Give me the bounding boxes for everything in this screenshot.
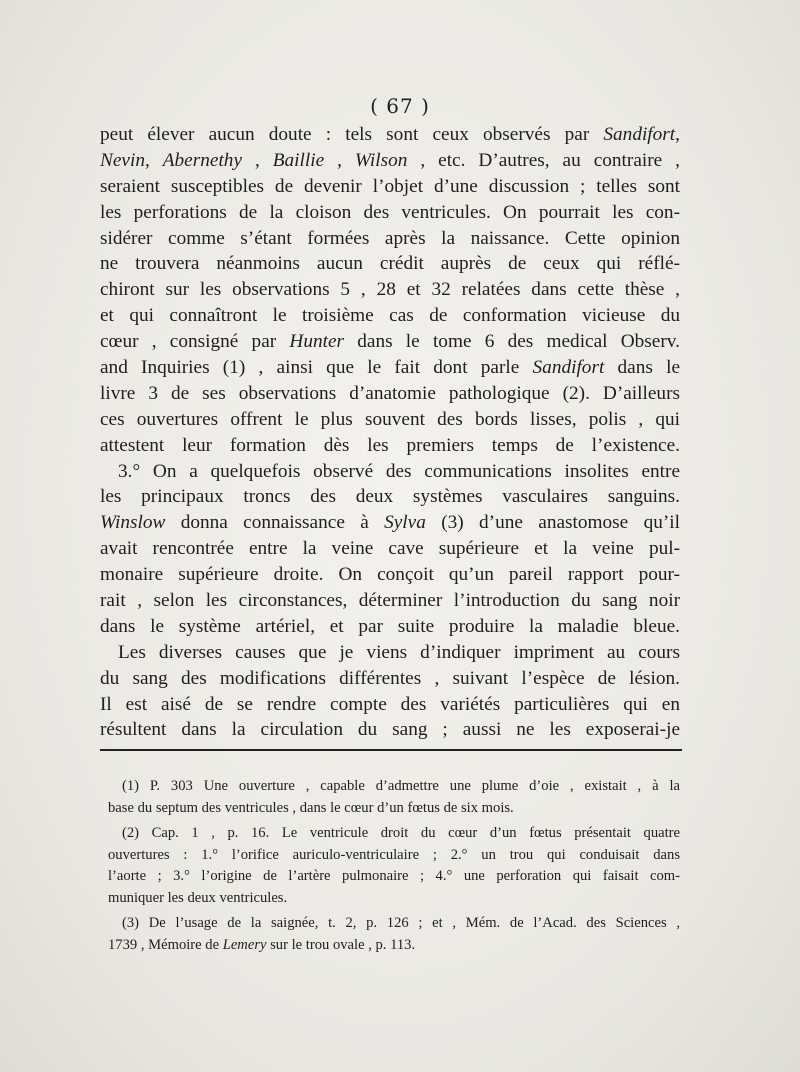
footnote-line <box>108 845 680 867</box>
footnote-line <box>108 888 680 910</box>
text-line <box>100 562 680 588</box>
footnote-line <box>108 798 680 820</box>
text-run: cœur , consigné par <box>100 331 290 353</box>
text-line <box>100 174 680 200</box>
text-run: sidérer comme s’étant formées après la naissance. Cette opinion <box>100 227 680 249</box>
text-line <box>100 510 680 536</box>
text-line <box>100 459 680 485</box>
text-line <box>100 536 680 562</box>
text-line <box>100 666 680 692</box>
footnote-line <box>108 935 680 957</box>
text-run: 3.° On a quelquefois observé des communications insolites entre <box>118 460 680 482</box>
main-text-body <box>100 122 680 743</box>
text-run: ouvertures : 1.° l’orifice auriculo-ventriculaire ; 2.° un trou qui conduisait dans <box>108 846 680 863</box>
text-line <box>100 381 680 407</box>
text-line <box>100 303 680 329</box>
text-run: (2) Cap. 1 , p. 16. Le ventricule droit du cœur d’un fœtus présentait quatre <box>122 825 680 841</box>
text-run: base du septum des ventricules , dans le cœur d’un fœtus de six mois. <box>108 799 514 816</box>
text-run: donna connaissance à <box>165 512 385 534</box>
text-line <box>100 226 680 252</box>
footnote-line <box>108 866 680 888</box>
text-line <box>100 355 680 381</box>
text-run: ne trouvera néanmoins aucun crédit auprès de ceux qui réflé- <box>100 253 680 275</box>
italic-name: Lemery <box>222 936 267 953</box>
text-run: ces ouvertures offrent le plus souvent des bords lisses, polis , qui <box>100 408 680 430</box>
text-run: Les diverses causes que je viens d’indiquer impriment au cours <box>118 641 680 663</box>
italic-name: Sandifort <box>603 124 676 145</box>
footnotes-block <box>108 776 680 956</box>
text-run: peut élever aucun doute : tels sont ceux observés par <box>100 124 604 145</box>
text-run: , <box>324 149 355 171</box>
text-run: (3) d’une anastomose qu’il <box>425 512 680 534</box>
text-run: les principaux troncs des deux systèmes vasculaires sanguins. <box>100 486 680 508</box>
text-run: (3) De l’usage de la saignée, t. 2, p. 126 ; et , Mém. de l’Acad. des Sciences , <box>122 915 680 931</box>
footnote <box>108 913 680 956</box>
text-run: dans le <box>604 357 681 379</box>
text-line <box>100 148 680 174</box>
text-line <box>100 717 680 743</box>
italic-name: Baillie <box>272 149 325 171</box>
italic-name: Winslow <box>100 512 166 534</box>
text-run: , <box>242 149 273 171</box>
text-line <box>100 277 680 303</box>
footnote-separator-rule <box>100 749 682 751</box>
text-run: , <box>144 149 163 171</box>
text-run: 1739 , Mémoire de <box>108 936 223 953</box>
text-run: , <box>675 124 680 145</box>
italic-name: Nevin <box>100 149 145 171</box>
text-run: monaire supérieure droite. On conçoit qu’un pareil rapport pour- <box>100 564 680 586</box>
footnote-line <box>108 913 680 935</box>
text-line <box>100 614 680 640</box>
text-run: , etc. D’autres, au contraire , <box>407 149 681 171</box>
footnote-line <box>108 776 680 798</box>
footnote-line <box>108 823 680 845</box>
text-run: (1) P. 303 Une ouverture , capable d’admettre une plume d’oie , existait , à la <box>122 778 680 794</box>
text-run: du sang des modifications différentes , suivant l’espèce de lésion. <box>100 667 680 689</box>
text-run: avait rencontrée entre la veine cave supérieure et la veine pul- <box>100 538 680 560</box>
text-run: dans le tome 6 des medical Observ. <box>344 331 680 353</box>
text-line <box>100 484 680 510</box>
text-line <box>100 251 680 277</box>
italic-name: Sylva <box>384 512 426 534</box>
text-run: muniquer les deux ventricules. <box>108 889 288 906</box>
text-run: attestent leur formation dès les premiers temps de l’existence. <box>100 434 680 456</box>
text-run: les perforations de la cloison des ventricules. On pourrait les con- <box>100 201 680 223</box>
text-line <box>100 200 680 226</box>
footnote <box>108 823 680 909</box>
text-line <box>100 433 680 459</box>
text-run: et qui connaîtront le troisième cas de conformation vicieuse du <box>100 305 680 327</box>
page-number: ( 67 ) <box>370 94 430 118</box>
footnote <box>108 776 680 819</box>
text-line <box>100 692 680 718</box>
text-line <box>100 407 680 433</box>
text-run: sur le trou ovale , p. 113. <box>266 936 416 953</box>
italic-name: Abernethy <box>162 149 242 171</box>
italic-name: Hunter <box>289 331 345 353</box>
italic-name: Sandifort <box>532 357 605 379</box>
text-run: chiront sur les observations 5 , 28 et 32 relatées dans cette thèse , <box>100 279 680 301</box>
text-run: and Inquiries (1) , ainsi que le fait dont parle <box>100 357 533 379</box>
text-run: seraient susceptibles de devenir l’objet d’une discussion ; telles sont <box>100 175 680 197</box>
text-run: rait , selon les circonstances, déterminer l’introduction du sang noir <box>100 590 680 612</box>
italic-name: Wilson <box>354 149 408 171</box>
text-run: résultent dans la circulation du sang ; aussi ne les exposerai-je <box>100 719 680 741</box>
text-line <box>100 122 680 148</box>
text-run: l’aorte ; 3.° l’origine de l’artère pulmonaire ; 4.° une perforation qui faisait com- <box>108 868 680 884</box>
text-line <box>100 588 680 614</box>
text-line <box>100 329 680 355</box>
text-run: dans le système artériel, et par suite produire la maladie bleue. <box>100 615 680 637</box>
text-run: livre 3 de ses observations d’anatomie pathologique (2). D’ailleurs <box>100 382 680 404</box>
text-line <box>100 640 680 666</box>
text-run: Il est aisé de se rendre compte des variétés particulières qui en <box>100 693 680 715</box>
